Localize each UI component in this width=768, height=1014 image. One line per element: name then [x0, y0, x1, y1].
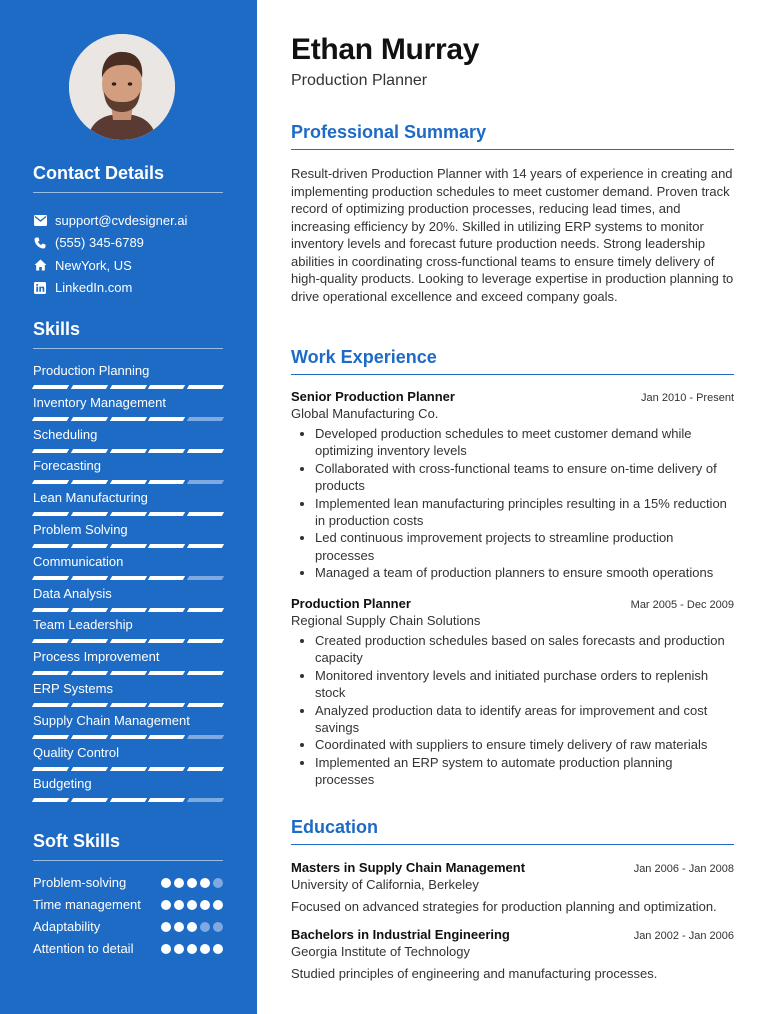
skill-level-segment — [32, 512, 69, 516]
school-name: University of California, Berkeley — [291, 877, 479, 892]
experience-heading: Work Experience — [291, 347, 734, 375]
home-icon — [33, 258, 47, 272]
job-bullets — [291, 425, 734, 582]
skill-name: Process Improvement — [33, 649, 160, 665]
skill-level-segment — [187, 639, 224, 643]
skill-level-bar — [33, 639, 223, 643]
skill-level-segment — [71, 671, 108, 675]
rating-dot — [187, 944, 197, 954]
rating-dot — [174, 878, 184, 888]
skill-item — [33, 457, 223, 489]
job-entry — [291, 389, 734, 582]
skill-level-segment — [148, 385, 185, 389]
school-name: Georgia Institute of Technology — [291, 944, 470, 959]
education-heading: Education — [291, 817, 734, 845]
job-entry — [291, 596, 734, 789]
soft-skill-rating — [161, 918, 223, 932]
skill-level-segment — [32, 576, 69, 580]
rating-dot — [213, 900, 223, 910]
email-text[interactable]: support@cvdesigner.ai — [55, 212, 188, 228]
skill-level-segment — [32, 798, 69, 802]
skill-name: Scheduling — [33, 426, 98, 442]
skill-level-segment — [148, 480, 185, 484]
skill-level-segment — [187, 576, 224, 580]
job-company: Regional Supply Chain Solutions — [291, 613, 481, 628]
skill-level-segment — [148, 576, 185, 580]
skill-name: Data Analysis — [33, 585, 112, 601]
contact-email — [33, 209, 233, 232]
skill-level-segment — [148, 798, 185, 802]
rating-dot — [213, 944, 223, 954]
skill-level-bar — [33, 385, 223, 389]
skill-level-segment — [71, 512, 108, 516]
skill-name: Budgeting — [33, 776, 92, 792]
rating-dot — [187, 922, 197, 932]
rating-dot — [187, 878, 197, 888]
skill-item — [33, 585, 223, 617]
skill-level-segment — [32, 608, 69, 612]
skill-level-segment — [148, 639, 185, 643]
rating-dot — [200, 878, 210, 888]
avatar — [69, 34, 175, 140]
skill-level-segment — [32, 767, 69, 771]
skill-level-bar — [33, 449, 223, 453]
soft-skill-name: Time management — [33, 897, 141, 912]
skill-name: Quality Control — [33, 744, 119, 760]
skill-item — [33, 362, 223, 394]
skill-level-segment — [71, 703, 108, 707]
soft-skills-list — [33, 874, 223, 958]
skill-level-segment — [187, 480, 224, 484]
skill-level-segment — [187, 767, 224, 771]
job-title: Production Planner — [291, 596, 411, 611]
rating-dot — [213, 878, 223, 888]
skill-level-segment — [32, 671, 69, 675]
sidebar — [0, 0, 257, 1014]
skill-level-segment — [187, 703, 224, 707]
job-bullets — [291, 632, 734, 789]
rating-dot — [174, 900, 184, 910]
rating-dot — [200, 944, 210, 954]
skill-item — [33, 616, 223, 648]
summary-text: Result-driven Production Planner with 14 years of experience in creating and implementing production schedules to meet customer demand. Proven track record of optimizing production processes, reducing lead times, and increasing efficiency by 20%. Skilled in utilizing ERP systems to monitor inventory levels and forecast future production needs. Strong leadership abilities in coordinating cross-functional teams to ensure timely delivery of high-quality products. Looking to leverage expertise in production planning to drive operational excellence and exceed company goals. — [291, 166, 734, 304]
skill-level-segment — [187, 512, 224, 516]
skill-level-bar — [33, 767, 223, 771]
skill-name: Lean Manufacturing — [33, 490, 148, 506]
skill-item — [33, 712, 223, 744]
envelope-icon — [33, 213, 47, 227]
skill-level-segment — [32, 385, 69, 389]
skill-level-bar — [33, 417, 223, 421]
job-bullet: • Implemented an ERP system to automate production planning processes — [315, 754, 734, 789]
skill-level-segment — [109, 576, 146, 580]
rating-dot — [174, 922, 184, 932]
skill-level-bar — [33, 576, 223, 580]
skill-level-segment — [109, 385, 146, 389]
skill-level-segment — [71, 608, 108, 612]
skill-item — [33, 521, 223, 553]
job-bullet: • Led continuous improvement projects to streamline production processes — [315, 529, 734, 564]
location-text: NewYork, US — [55, 257, 132, 273]
skill-item — [33, 648, 223, 680]
skill-level-segment — [148, 608, 185, 612]
skill-level-segment — [32, 449, 69, 453]
skill-level-segment — [109, 449, 146, 453]
skill-level-bar — [33, 480, 223, 484]
skills-heading: Skills — [33, 319, 223, 349]
skill-level-segment — [109, 767, 146, 771]
education-date: Jan 2002 - Jan 2006 — [633, 930, 734, 942]
skill-level-bar — [33, 703, 223, 707]
person-title: Production Planner — [291, 72, 428, 89]
skill-name: Supply Chain Management — [33, 712, 190, 728]
education-entry — [291, 927, 734, 981]
skill-name: Production Planning — [33, 363, 150, 378]
job-company: Global Manufacturing Co. — [291, 406, 439, 421]
skill-name: Team Leadership — [33, 617, 133, 633]
skill-level-segment — [71, 639, 108, 643]
skill-name: Communication — [33, 553, 124, 569]
skill-level-segment — [71, 798, 108, 802]
skill-item — [33, 489, 223, 521]
degree-title: Masters in Supply Chain Management — [291, 860, 526, 875]
soft-skill-rating — [161, 896, 223, 910]
skill-item — [33, 426, 223, 458]
skill-level-segment — [187, 608, 224, 612]
summary-heading: Professional Summary — [291, 122, 734, 150]
soft-skill-item — [33, 918, 223, 936]
soft-skill-item — [33, 940, 223, 958]
skill-level-segment — [148, 671, 185, 675]
rating-dot — [161, 900, 171, 910]
skill-item — [33, 744, 223, 776]
skill-level-segment — [109, 480, 146, 484]
skill-level-segment — [148, 544, 185, 548]
skills-list — [33, 362, 223, 807]
skill-level-segment — [187, 449, 224, 453]
person-name: Ethan Murray — [291, 33, 480, 66]
skill-level-segment — [71, 576, 108, 580]
skill-level-bar — [33, 608, 223, 612]
skill-level-segment — [32, 417, 69, 421]
skill-level-segment — [71, 480, 108, 484]
linkedin-icon — [33, 281, 47, 295]
rating-dot — [200, 922, 210, 932]
phone-icon — [33, 236, 47, 250]
skill-level-segment — [109, 608, 146, 612]
soft-skill-item — [33, 896, 223, 914]
contact-heading: Contact Details — [33, 163, 223, 193]
contact-linkedin — [33, 277, 233, 300]
skill-item — [33, 553, 223, 585]
skill-name: Problem Solving — [33, 521, 128, 537]
skill-level-segment — [71, 449, 108, 453]
skill-level-segment — [109, 735, 146, 739]
contact-list — [33, 209, 233, 299]
skill-name: ERP Systems — [33, 680, 113, 696]
skill-level-segment — [71, 544, 108, 548]
skill-level-segment — [71, 417, 108, 421]
soft-skills-heading: Soft Skills — [33, 831, 223, 861]
skill-level-segment — [187, 798, 224, 802]
skill-level-segment — [71, 735, 108, 739]
education-entry — [291, 860, 734, 914]
skill-level-segment — [32, 544, 69, 548]
soft-skill-rating — [161, 940, 223, 954]
education-date: Jan 2006 - Jan 2008 — [633, 863, 734, 875]
rating-dot — [161, 944, 171, 954]
skill-level-segment — [187, 417, 224, 421]
degree-title: Bachelors in Industrial Engineering — [291, 927, 510, 942]
job-bullet: • Managed a team of production planners to ensure smooth operations — [315, 564, 734, 581]
phone-text[interactable]: (555) 345-6789 — [55, 235, 144, 251]
rating-dot — [161, 922, 171, 932]
skill-name: Inventory Management — [33, 394, 166, 410]
job-date: Jan 2010 - Present — [641, 392, 734, 404]
soft-skill-name: Problem-solving — [33, 875, 127, 890]
skill-level-segment — [32, 639, 69, 643]
rating-dot — [213, 922, 223, 932]
job-bullet: • Created production schedules based on sales forecasts and production capacity — [315, 632, 734, 667]
skill-level-bar — [33, 735, 223, 739]
soft-skill-name: Adaptability — [33, 919, 101, 934]
job-title: Senior Production Planner — [291, 389, 455, 404]
skill-level-segment — [109, 544, 146, 548]
job-bullet: • Implemented lean manufacturing principles resulting in a 15% reduction in production costs — [315, 495, 734, 530]
job-bullet: • Coordinated with suppliers to ensure timely delivery of raw materials — [315, 736, 734, 753]
skill-level-segment — [32, 480, 69, 484]
skill-level-segment — [109, 703, 146, 707]
skill-level-segment — [187, 544, 224, 548]
skill-item — [33, 775, 223, 807]
contact-location — [33, 254, 233, 277]
skill-level-segment — [71, 767, 108, 771]
education-description: Focused on advanced strategies for production planning and optimization. — [291, 899, 717, 914]
linkedin-text[interactable]: LinkedIn.com — [55, 280, 133, 296]
skill-level-segment — [109, 671, 146, 675]
skill-level-segment — [148, 512, 185, 516]
skill-level-segment — [148, 449, 185, 453]
skill-level-segment — [109, 512, 146, 516]
skill-level-segment — [109, 639, 146, 643]
job-bullet: • Collaborated with cross-functional teams to ensure on-time delivery of products — [315, 460, 734, 495]
skill-level-bar — [33, 544, 223, 548]
rating-dot — [187, 900, 197, 910]
skill-level-segment — [71, 385, 108, 389]
rating-dot — [200, 900, 210, 910]
job-date: Mar 2005 - Dec 2009 — [630, 599, 734, 611]
skill-level-segment — [148, 735, 185, 739]
skill-item — [33, 394, 223, 426]
skill-level-segment — [187, 671, 224, 675]
skill-level-bar — [33, 798, 223, 802]
job-bullet: • Developed production schedules to meet customer demand while optimizing inventory levels — [315, 425, 734, 460]
skill-level-bar — [33, 512, 223, 516]
skill-item — [33, 680, 223, 712]
skill-name: Forecasting — [33, 458, 101, 474]
rating-dot — [161, 878, 171, 888]
skill-level-segment — [109, 798, 146, 802]
rating-dot — [174, 944, 184, 954]
soft-skill-rating — [161, 874, 223, 888]
skill-level-segment — [187, 735, 224, 739]
skill-level-segment — [109, 417, 146, 421]
skill-level-segment — [187, 385, 224, 389]
soft-skill-item — [33, 874, 223, 892]
skill-level-segment — [148, 767, 185, 771]
skill-level-segment — [32, 735, 69, 739]
skill-level-segment — [32, 703, 69, 707]
skill-level-bar — [33, 671, 223, 675]
skill-level-segment — [148, 703, 185, 707]
education-description: Studied principles of engineering and manufacturing processes. — [291, 966, 658, 981]
soft-skill-name: Attention to detail — [33, 941, 134, 956]
contact-phone — [33, 232, 233, 255]
skill-level-segment — [148, 417, 185, 421]
job-bullet: • Monitored inventory levels and initiated purchase orders to replenish stock — [315, 667, 734, 702]
job-bullet: • Analyzed production data to identify areas for improvement and cost savings — [315, 702, 734, 737]
